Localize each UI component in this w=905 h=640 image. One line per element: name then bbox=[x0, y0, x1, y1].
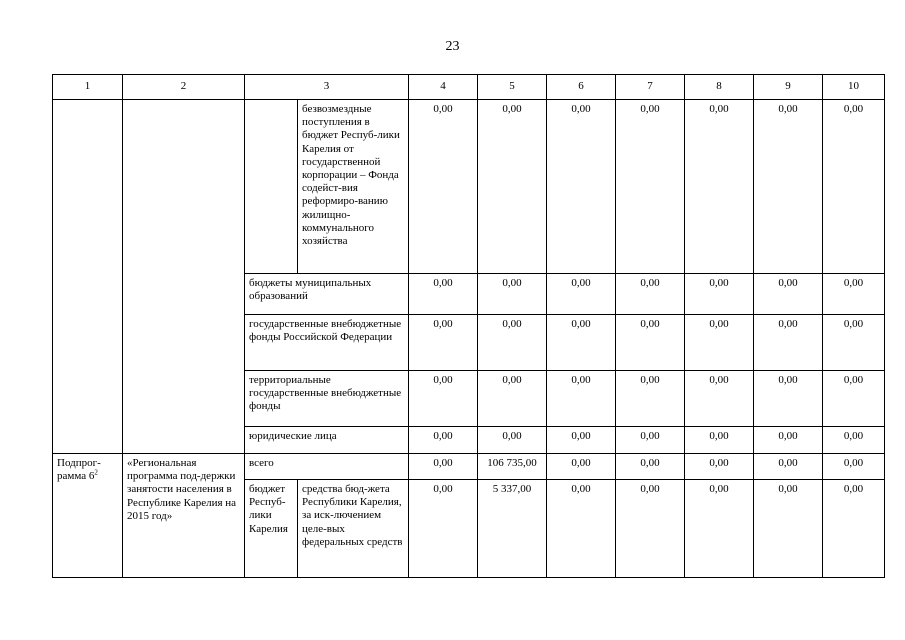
value-cell: 0,00 bbox=[478, 371, 547, 427]
value-cell: 0,00 bbox=[823, 454, 885, 480]
value-cell: 0,00 bbox=[409, 274, 478, 315]
value-cell: 0,00 bbox=[409, 427, 478, 454]
value-cell: 0,00 bbox=[685, 427, 754, 454]
header-cell: 4 bbox=[409, 75, 478, 100]
value-cell: 0,00 bbox=[616, 315, 685, 371]
value-cell: 0,00 bbox=[616, 480, 685, 578]
funding-source: юридические лица bbox=[245, 427, 409, 454]
funding-source: государственные внебюджетные фонды Российской Федерации bbox=[245, 315, 409, 371]
budget-label: бюджет Респуб-лики Карелия bbox=[245, 480, 298, 578]
value-cell: 0,00 bbox=[547, 274, 616, 315]
header-cell: 9 bbox=[754, 75, 823, 100]
value-cell: 106 735,00 bbox=[478, 454, 547, 480]
value-cell: 5 337,00 bbox=[478, 480, 547, 578]
value-cell: 0,00 bbox=[547, 454, 616, 480]
value-cell: 0,00 bbox=[547, 100, 616, 274]
funding-source: средства бюд-жета Республики Карелия, за иск-лючением целе-вых федеральных средств bbox=[298, 480, 409, 578]
name-cell-empty bbox=[123, 100, 245, 454]
footnote-mark: 2 bbox=[94, 468, 98, 477]
value-cell: 0,00 bbox=[616, 454, 685, 480]
value-cell: 0,00 bbox=[823, 480, 885, 578]
value-cell: 0,00 bbox=[478, 427, 547, 454]
funding-source: безвозмездные поступления в бюджет Респуб-лики Карелия от государственной корпорации – Фонда содейст-вия реформиро-ванию жилищно-коммунального хозяйства bbox=[298, 100, 409, 274]
header-cell: 8 bbox=[685, 75, 754, 100]
value-cell: 0,00 bbox=[616, 371, 685, 427]
value-cell: 0,00 bbox=[685, 100, 754, 274]
value-cell: 0,00 bbox=[616, 427, 685, 454]
value-cell: 0,00 bbox=[547, 480, 616, 578]
header-cell: 3 bbox=[245, 75, 409, 100]
table-row bbox=[53, 454, 885, 480]
header-cell: 1 bbox=[53, 75, 123, 100]
value-cell: 0,00 bbox=[754, 427, 823, 454]
subprogram-name: «Региональная программа под-держки занятости населения в Республике Карелия на 2015 год» bbox=[123, 454, 245, 578]
header-cell: 7 bbox=[616, 75, 685, 100]
value-cell: 0,00 bbox=[685, 274, 754, 315]
value-cell: 0,00 bbox=[823, 315, 885, 371]
total-label: всего bbox=[245, 454, 409, 480]
value-cell: 0,00 bbox=[547, 371, 616, 427]
value-cell: 0,00 bbox=[616, 274, 685, 315]
page-number: 23 bbox=[445, 39, 460, 54]
header-row bbox=[53, 75, 885, 100]
value-cell: 0,00 bbox=[823, 274, 885, 315]
value-cell: 0,00 bbox=[409, 454, 478, 480]
status-cell-empty bbox=[53, 100, 123, 454]
table-row bbox=[53, 100, 885, 274]
budget-cell-empty bbox=[245, 100, 298, 274]
subprogram-status-text: Подпрог-рамма 6 bbox=[57, 457, 101, 483]
value-cell: 0,00 bbox=[823, 100, 885, 274]
value-cell: 0,00 bbox=[754, 454, 823, 480]
value-cell: 0,00 bbox=[754, 274, 823, 315]
value-cell: 0,00 bbox=[823, 427, 885, 454]
value-cell: 0,00 bbox=[754, 371, 823, 427]
budget-table bbox=[52, 74, 885, 578]
value-cell: 0,00 bbox=[685, 315, 754, 371]
subprogram-status bbox=[53, 454, 123, 578]
value-cell: 0,00 bbox=[409, 100, 478, 274]
value-cell: 0,00 bbox=[478, 315, 547, 371]
value-cell: 0,00 bbox=[409, 315, 478, 371]
value-cell: 0,00 bbox=[478, 100, 547, 274]
value-cell: 0,00 bbox=[409, 480, 478, 578]
value-cell: 0,00 bbox=[685, 454, 754, 480]
header-cell: 2 bbox=[123, 75, 245, 100]
value-cell: 0,00 bbox=[754, 100, 823, 274]
value-cell: 0,00 bbox=[754, 480, 823, 578]
value-cell: 0,00 bbox=[685, 371, 754, 427]
value-cell: 0,00 bbox=[823, 371, 885, 427]
funding-source: бюджеты муниципальных образований bbox=[245, 274, 409, 315]
value-cell: 0,00 bbox=[409, 371, 478, 427]
header-cell: 6 bbox=[547, 75, 616, 100]
value-cell: 0,00 bbox=[685, 480, 754, 578]
header-cell: 5 bbox=[478, 75, 547, 100]
value-cell: 0,00 bbox=[547, 315, 616, 371]
value-cell: 0,00 bbox=[616, 100, 685, 274]
value-cell: 0,00 bbox=[547, 427, 616, 454]
value-cell: 0,00 bbox=[478, 274, 547, 315]
header-cell: 10 bbox=[823, 75, 885, 100]
funding-source: территориальные государственные внебюджетные фонды bbox=[245, 371, 409, 427]
value-cell: 0,00 bbox=[754, 315, 823, 371]
